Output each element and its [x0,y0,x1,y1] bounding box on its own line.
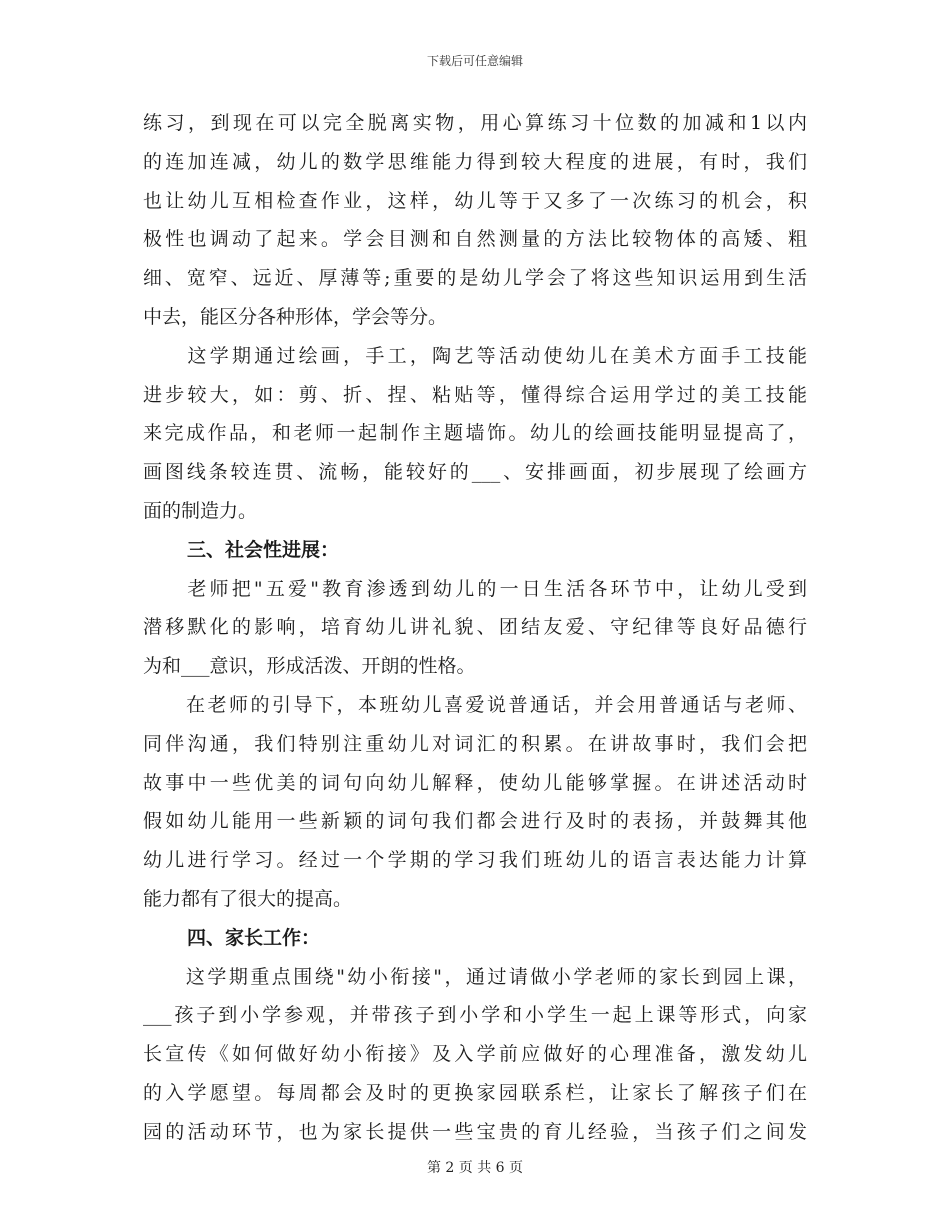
page-header: 下载后可任意编辑 [426,54,523,68]
text-line: 为和___意识，形成活泼、开朗的性格。 [143,655,476,678]
text-line: 来完成作品，和老师一起制作主题墙饰。幼儿的绘画技能明显提高了， [143,422,807,445]
text-line: 老师把"五爱"教育渗透到幼儿的一日生活各环节中，让幼儿受到 [143,577,807,600]
text-line: 长宣传《如何做好幼小衔接》及入学前应做好的心理准备，激发幼儿 [143,1043,807,1066]
text-line: 面的制造力。 [143,499,258,522]
text-line: 练习，到现在可以完全脱离实物，用心算练习十位数的加减和1以内 [143,112,807,134]
text-line: 幼儿进行学习。经过一个学期的学习我们班幼儿的语言表达能力计算 [143,849,807,872]
section-heading: 三、社会性进展： [187,538,340,561]
text-line: 的连加连减，幼儿的数学思维能力得到较大程度的进展，有时，我们 [143,150,807,173]
text-line: 能力都有了很大的提高。 [143,887,353,910]
text-line: 中去，能区分各种形体，学会等分。 [143,305,448,328]
text-line: 潜移默化的影响，培育幼儿讲礼貌、团结友爱、守纪律等良好品德行 [143,616,807,639]
text-line: 同伴沟通，我们特别注重幼儿对词汇的积累。在讲故事时，我们会把 [143,732,807,755]
text-line: 的入学愿望。每周都会及时的更换家园联系栏，让家长了解孩子们在 [143,1081,807,1104]
text-line: 极性也调动了起来。学会目测和自然测量的方法比较物体的高矮、粗 [143,228,807,251]
text-line: 园的活动环节，也为家长提供一些宝贵的育儿经验，当孩子们之间发 [143,1120,807,1143]
text-line: 在老师的引导下，本班幼儿喜爱说普通话，并会用普通话与老师、 [143,693,807,716]
section-heading: 四、家长工作： [187,926,321,949]
text-line: 进步较大，如：剪、折、捏、粘贴等，懂得综合运用学过的美工技能 [143,383,807,406]
text-line: 画图线条较连贯、流畅，能较好的___、安排画面，初步展现了绘画方 [143,461,807,484]
text-line: 假如幼儿能用一些新颖的词句我们都会进行及时的表扬，并鼓舞其他 [143,810,807,833]
text-line: 故事中一些优美的词句向幼儿解释，使幼儿能够掌握。在讲述活动时 [143,771,807,794]
page-footer: 第 2 页 共 6 页 [426,1160,524,1176]
text-line: 也让幼儿互相检查作业，这样，幼儿等于又多了一次练习的机会，积 [143,189,807,212]
text-line: 这学期重点围绕"幼小衔接"，通过请做小学老师的家长到园上课， [143,965,807,988]
text-line: 这学期通过绘画，手工，陶艺等活动使幼儿在美术方面手工技能 [143,344,807,367]
text-line: 细、宽窄、远近、厚薄等;重要的是幼儿学会了将这些知识运用到生活 [143,267,807,290]
text-line: ___孩子到小学参观，并带孩子到小学和小学生一起上课等形式，向家 [143,1004,807,1027]
document-body [143,104,807,1152]
